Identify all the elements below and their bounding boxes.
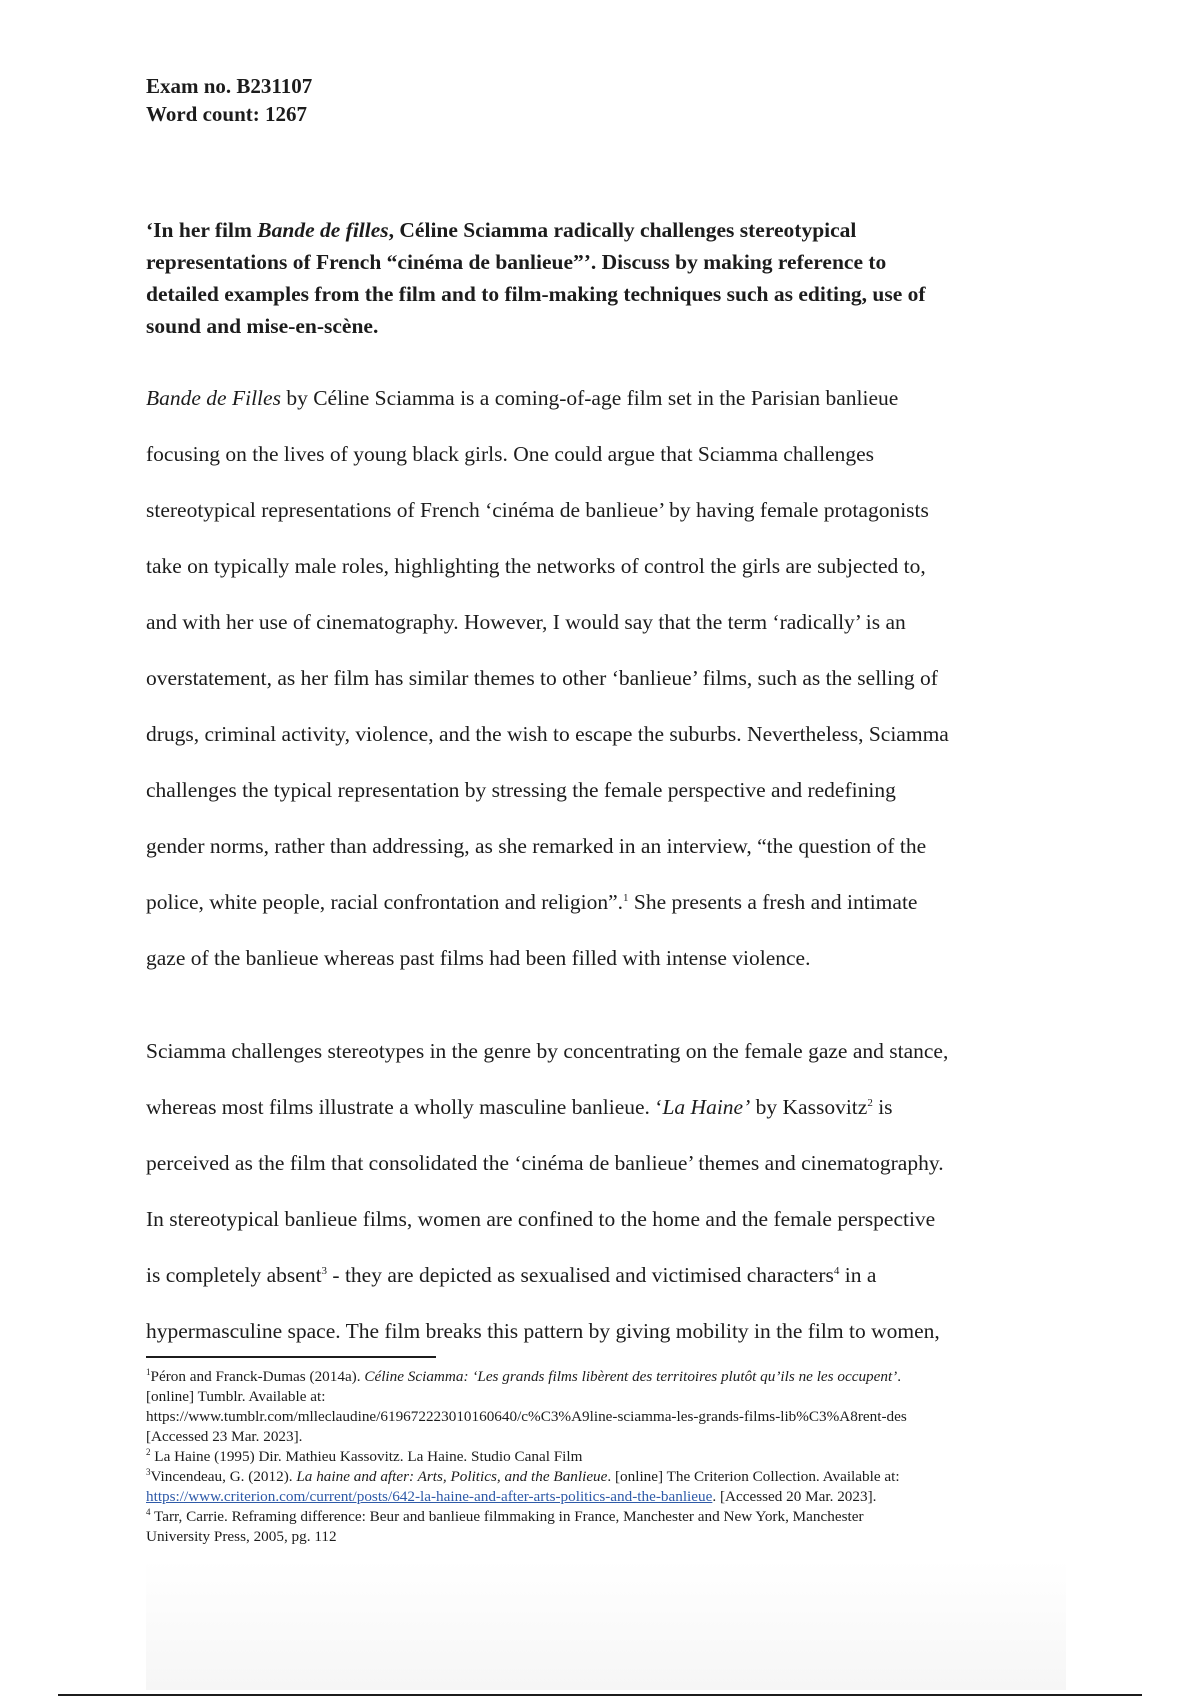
film-title: Bande de filles (257, 218, 389, 242)
footnote-ref-4[interactable]: 4 (833, 1264, 840, 1277)
footnote-ref-1[interactable]: 1 (623, 891, 629, 904)
text-line: Bande de Filles by Céline Sciamma is a coming-of-age film set in the Parisian banlieue (146, 386, 899, 410)
footnote-ref-2[interactable]: 2 (867, 1096, 873, 1109)
essay-question (146, 214, 1046, 342)
footnote-4: $^4$ Tarr, Carrie. Reframing difference: Beur and banlieue filmmaking in France, Manchester and New York, Manchester University Press, 2005, pg. 112 (146, 1506, 864, 1545)
text-line: and with her use of cinematography. However, I would say that the term ‘radically’ is an (146, 610, 906, 634)
text-line: overstatement, as her film has similar themes to other ‘banlieue’ films, such as the selling of (146, 666, 938, 690)
footnote-3: $^3$Vincendeau, G. (2012). La haine and after: Arts, Politics, and the Banlieue. [online] The Criterion Collection. Available at: https://www.criterion.com/current/posts/642-la-haine-and-after-arts-politics-and-the-banlieue. [Accessed 20 Mar. 2023]. (146, 1466, 900, 1505)
text-line: drugs, criminal activity, violence, and the wish to escape the suburbs. Nevertheless, Sciamma (146, 722, 949, 746)
footnote-separator (146, 1356, 436, 1358)
exam-header (146, 72, 312, 128)
page-bottom-area (146, 1560, 1066, 1690)
text-line: gender norms, rather than addressing, as she remarked in an interview, “the question of the (146, 834, 927, 858)
text-line: Sciamma challenges stereotypes in the genre by concentrating on the female gaze and stance, (146, 1039, 949, 1063)
text-line: whereas most films illustrate a wholly masculine banlieue. ‘La Haine’ by Kassovitz$^2$ is (146, 1095, 893, 1119)
text-line: gaze of the banlieue whereas past films had been filled with intense violence. (146, 946, 811, 970)
text-line: focusing on the lives of young black girls. One could argue that Sciamma challenges (146, 442, 875, 466)
word-count: Word count: 1267 (146, 102, 308, 126)
text-line: In stereotypical banlieue films, women are confined to the home and the female perspective (146, 1207, 936, 1231)
criterion-link[interactable]: https://www.criterion.com/current/posts/642-la-haine-and-after-arts-politics-and-the-banlieue (146, 1488, 713, 1505)
footnote-1: $^1$Péron and Franck-Dumas (2014a). Céline Sciamma: ‘Les grands films libèrent des territoires plutôt qu’ils ne les occupent’. [online] Tumblr. Available at: https://www.tumblr.com/mlleclaudine/619672223010160640/c%C3%A9line-sciamma-les-grands-films-lib%C3%A8rent-des [Accessed 23 Mar. 2023]. (146, 1367, 1066, 1447)
footnotes (146, 1367, 1066, 1547)
footnote-ref-3[interactable]: 3 (321, 1264, 328, 1277)
question-line: ‘In her film Bande de filles, Céline Sciamma radically challenges stereotypical (146, 218, 857, 242)
footnote-2: $^2$ La Haine (1995) Dir. Mathieu Kassovitz. La Haine. Studio Canal Film (146, 1446, 583, 1465)
text-line: take on typically male roles, highlighting the networks of control the girls are subjected to, (146, 554, 926, 578)
text-line: is completely absent$^3$ - they are depicted as sexualised and victimised characters$^4$ in a (146, 1263, 877, 1287)
film-title: La Haine’ (662, 1095, 751, 1119)
body-paragraph-2 (146, 1023, 1061, 1359)
page-bottom-rule (58, 1694, 1142, 1696)
footnote-1-url: https://www.tumblr.com/mlleclaudine/619672223010160640/c%C3%A9line-sciamma-les-grands-films-lib%C3%A8rent-des (146, 1408, 907, 1425)
text-line: stereotypical representations of French ‘cinéma de banlieue’ by having female protagonists (146, 498, 929, 522)
question-line: sound and mise-en-scène. (146, 314, 379, 338)
text-line: challenges the typical representation by stressing the female perspective and redefining (146, 778, 896, 802)
film-title: Bande de Filles (146, 386, 281, 410)
exam-number: Exam no. B231107 (146, 74, 313, 98)
body-paragraph-1 (146, 370, 1061, 986)
question-line: representations of French “cinéma de banlieue”’. Discuss by making reference to (146, 250, 887, 274)
text-line: hypermasculine space. The film breaks this pattern by giving mobility in the film to women, (146, 1319, 940, 1343)
text-line: perceived as the film that consolidated the ‘cinéma de banlieue’ themes and cinematography. (146, 1151, 944, 1175)
text-line: police, white people, racial confrontation and religion”.$^1$ She presents a fresh and intimate (146, 890, 918, 914)
question-line: detailed examples from the film and to film-making techniques such as editing, use of (146, 282, 926, 306)
